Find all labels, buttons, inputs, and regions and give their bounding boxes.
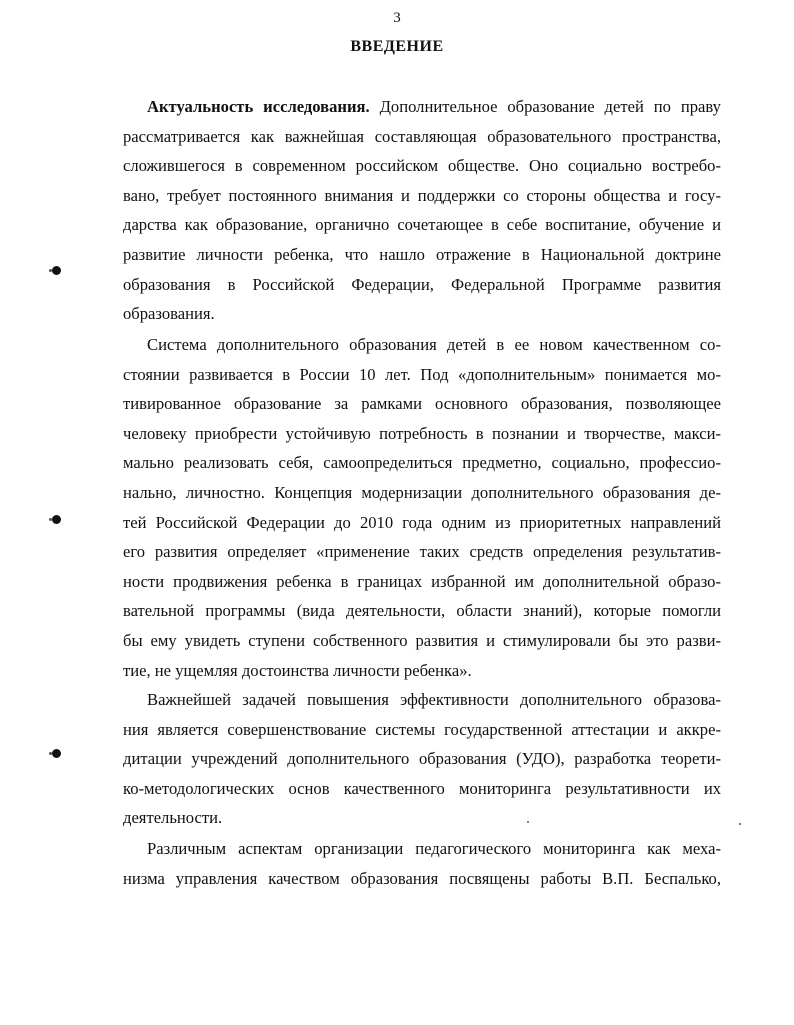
paragraph-line: Важнейшей задачей повышения эффективности дополнительного образова-: [147, 690, 721, 709]
paragraph-line: деятельности.: [123, 808, 223, 828]
paragraph-line: низма управления качеством образования посвящены работы В.П. Беспалько,: [123, 868, 721, 888]
binding-hole-mark: [52, 266, 61, 275]
paragraph-line: образования в Российской Федерации, Федеральной Программе развития: [123, 274, 721, 294]
paragraph-line: мально реализовать себя, самоопределиться предметно, социально, профессио-: [123, 453, 721, 473]
paragraph-line: Различным аспектам организации педагогического мониторинга как меха-: [147, 839, 721, 858]
paragraph-line: образования.: [123, 304, 215, 324]
paragraph-line: вано, требует постоянного внимания и поддержки со стороны общества и госу-: [123, 185, 721, 205]
paragraph-aspects: [123, 834, 721, 893]
paragraph-line: человеку приобрести устойчивую потребность в познании и творчестве, макси-: [123, 423, 721, 443]
paragraph-line: нально, личностно. Концепция модернизации дополнительного образования де-: [123, 482, 721, 502]
page-number: 3: [393, 10, 401, 26]
page-title: ВВЕДЕНИЕ: [350, 38, 444, 55]
lead-heading: Актуальность исследования.: [147, 97, 370, 116]
paragraph-line: тие, не ущемляя достоинства личности ребенка».: [123, 660, 472, 680]
paragraph-line: ния является совершенствование системы государственной аттестации и аккре-: [123, 719, 721, 739]
paragraph-line: тей Российской Федерации до 2010 года одним из приоритетных направлений: [123, 512, 721, 532]
paragraph-line: рассматривается как важнейшая составляющая образовательного пространства,: [123, 126, 721, 146]
paragraph-line: сложившегося в современном российском обществе. Оно социально востребо-: [123, 156, 721, 176]
paragraph-line: Система дополнительного образования детей в ее новом качественном со-: [147, 335, 721, 354]
paragraph-system: [123, 330, 721, 685]
scan-speck: [739, 823, 741, 825]
paragraph-line: развитие личности ребенка, что нашло отражение в Национальной доктрине: [123, 244, 721, 264]
paragraph-line: тивированное образование за рамками основного образования, позволяющее: [123, 394, 721, 414]
binding-hole-mark: [52, 749, 61, 758]
paragraph-tasks: [123, 685, 721, 833]
paragraph-line: ко-методологических основ качественного мониторинга результативности их: [123, 778, 721, 798]
paragraph-line: [123, 92, 721, 122]
paragraph-relevance: [123, 92, 721, 329]
paragraph-line: дитации учреждений дополнительного образования (УДО), разработка теорети-: [123, 749, 721, 769]
paragraph-line: дарства как образование, органично сочетающее в себе воспитание, обучение и: [123, 215, 721, 235]
paragraph-line: стоянии развивается в России 10 лет. Под «дополнительным» понимается мо-: [123, 364, 721, 384]
paragraph-line: ности продвижения ребенка в границах избранной им дополнительной образо-: [123, 571, 721, 591]
scan-speck: [527, 821, 529, 823]
paragraph-line: вательной программы (вида деятельности, области знаний), которые помогли: [123, 601, 721, 621]
line-text: Дополнительное образование детей по праву: [379, 97, 721, 116]
paragraph-line: его развития определяет «применение таких средств определения результатив-: [123, 542, 721, 562]
paragraph-line: бы ему увидеть ступени собственного развития и стимулировали бы это разви-: [123, 630, 721, 650]
binding-hole-mark: [52, 515, 61, 524]
